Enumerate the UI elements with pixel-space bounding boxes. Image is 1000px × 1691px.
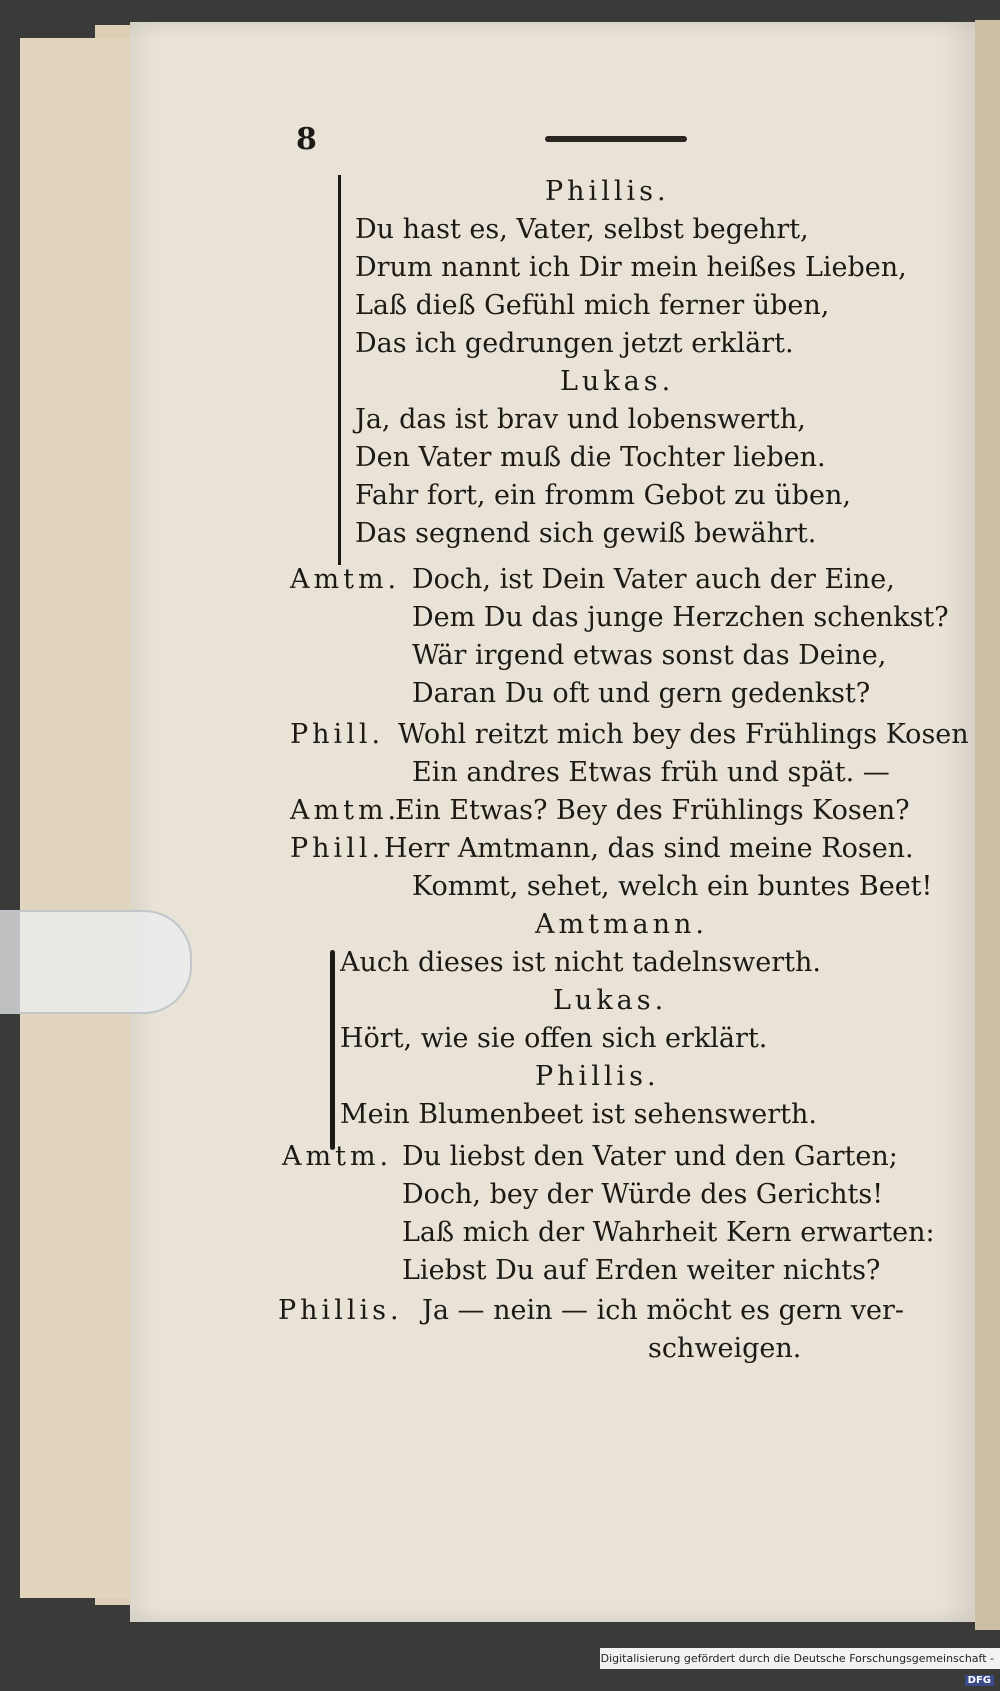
verse-line: Doch, bey der Würde des Gerichts! bbox=[402, 1179, 884, 1210]
verse-line: Das segnend sich gewiß bewährt. bbox=[355, 518, 817, 549]
verse-line: Ja — nein — ich möcht es gern ver- bbox=[422, 1295, 904, 1326]
footer-text: Digitalisierung gefördert durch die Deutsche Forschungsgemeinschaft - bbox=[600, 1652, 994, 1665]
verse-line: Mein Blumenbeet ist sehenswerth. bbox=[340, 1099, 817, 1130]
verse-line: Hört, wie sie offen sich erklärt. bbox=[340, 1023, 768, 1054]
ornament-rule bbox=[545, 136, 687, 142]
verse-line: Ein andres Etwas früh und spät. — bbox=[412, 757, 890, 788]
verse-line: Fahr fort, ein fromm Gebot zu üben, bbox=[355, 480, 851, 511]
verse-line: Du liebst den Vater und den Garten; bbox=[402, 1141, 898, 1172]
speaker-label: Phillis. bbox=[535, 1061, 660, 1092]
verse-line: Auch dieses ist nicht tadelnswerth. bbox=[340, 947, 821, 978]
verse-line: Den Vater muß die Tochter lieben. bbox=[355, 442, 826, 473]
speaker-label: Amtm. bbox=[282, 1141, 393, 1172]
verse-line: Liebst Du auf Erden weiter nichts? bbox=[402, 1255, 881, 1286]
verse-line: Du hast es, Vater, selbst begehrt, bbox=[355, 214, 809, 245]
verse-line: Doch, ist Dein Vater auch der Eine, bbox=[412, 564, 895, 595]
page-right-edge bbox=[975, 20, 1000, 1630]
speaker-label: Amtmann. bbox=[535, 909, 709, 940]
page-clip bbox=[0, 910, 192, 1014]
speaker-label: Phillis. bbox=[545, 176, 670, 207]
brace-left-top bbox=[338, 175, 341, 565]
verse-line: Wär irgend etwas sonst das Deine, bbox=[412, 640, 887, 671]
verse-line: Daran Du oft und gern gedenkst? bbox=[412, 678, 871, 709]
speaker-label: Amtm. bbox=[290, 564, 401, 595]
verse-line: Ein Etwas? Bey des Frühlings Kosen? bbox=[395, 795, 910, 826]
dfg-logo: DFG bbox=[965, 1675, 994, 1686]
verse-line: Das ich gedrungen jetzt erklärt. bbox=[355, 328, 794, 359]
verse-line: Drum nannt ich Dir mein heißes Lieben, bbox=[355, 252, 907, 283]
speaker-label: Phill. bbox=[290, 719, 385, 750]
verse-line: Kommt, sehet, welch ein buntes Beet! bbox=[412, 871, 933, 902]
verse-line: Laß dieß Gefühl mich ferner üben, bbox=[355, 290, 830, 321]
footer-credit bbox=[600, 1648, 1000, 1686]
verse-line: schweigen. bbox=[648, 1333, 802, 1364]
verse-line: Ja, das ist brav und lobenswerth, bbox=[355, 404, 806, 435]
verse-line: Wohl reitzt mich bey des Frühlings Kosen bbox=[398, 719, 969, 750]
speaker-label: Lukas. bbox=[553, 985, 668, 1016]
speaker-label: Lukas. bbox=[560, 366, 675, 397]
speaker-label: Phillis. bbox=[278, 1295, 403, 1326]
verse-line: Herr Amtmann, das sind meine Rosen. bbox=[384, 833, 914, 864]
speaker-label: Amtm. bbox=[290, 795, 401, 826]
verse-line: Dem Du das junge Herzchen schenkst? bbox=[412, 602, 949, 633]
brace-left-bottom bbox=[330, 950, 335, 1150]
page-number: 8 bbox=[296, 122, 317, 157]
verse-line: Laß mich der Wahrheit Kern erwarten: bbox=[402, 1217, 935, 1248]
speaker-label: Phill. bbox=[290, 833, 385, 864]
